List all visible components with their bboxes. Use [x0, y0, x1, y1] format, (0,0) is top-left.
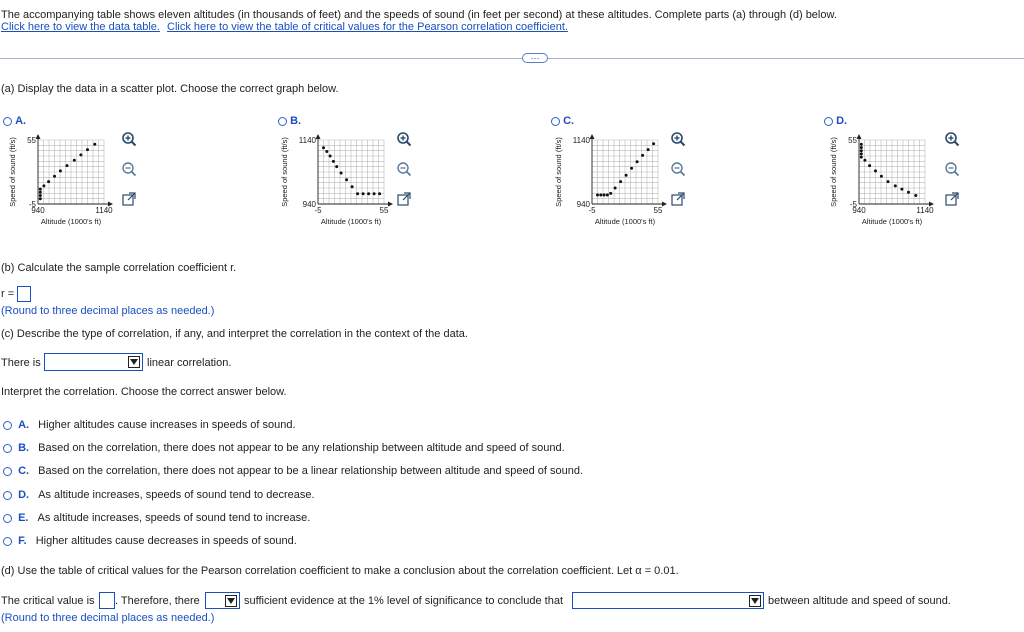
data-point: [39, 191, 42, 194]
scatter-plot-d: [829, 132, 944, 242]
data-point: [322, 146, 325, 149]
y-axis-label: Speed of sound (ft/s): [280, 137, 289, 207]
data-point: [860, 146, 863, 149]
data-point: [340, 172, 343, 175]
x-axis-arrow: [388, 202, 393, 207]
between-label: between altitude and speed of sound.: [768, 595, 951, 607]
data-point: [42, 184, 45, 187]
y-axis-label: Speed of sound (ft/s): [554, 137, 563, 207]
y-axis-label: Speed of sound (ft/s): [829, 137, 838, 207]
data-point: [614, 187, 617, 190]
zoom-in-icon[interactable]: [121, 131, 137, 147]
data-point: [868, 164, 871, 167]
plot-area: [554, 134, 667, 226]
y-tick-label: 940: [576, 200, 590, 209]
scatter-plot-c: [554, 132, 669, 242]
therefore-label: . Therefore, there: [115, 595, 200, 607]
data-point: [39, 197, 42, 200]
part-a-prompt: (a) Display the data in a scatter plot. Choose the correct graph below.: [1, 83, 339, 95]
interpret-d-radio[interactable]: [3, 491, 12, 500]
option-b-radio[interactable]: [278, 117, 287, 126]
data-point: [860, 149, 863, 152]
r-label: r =: [1, 288, 15, 300]
part-b-hint: (Round to three decimal places as needed.): [1, 305, 215, 317]
open-new-window-icon[interactable]: [670, 191, 686, 207]
zoom-out-icon[interactable]: [944, 161, 960, 177]
data-point: [606, 194, 609, 197]
plot-b-tools: [396, 131, 414, 211]
critical-value-input[interactable]: [99, 592, 115, 609]
data-point: [53, 175, 56, 178]
plot-d-tools: [944, 131, 962, 211]
interpret-c-text: Based on the correlation, there does not appear to be a linear relationship between altitude and speed of sound.: [38, 465, 584, 477]
part-c-prompt: (c) Describe the type of correlation, if any, and interpret the correlation in the context of the data.: [1, 328, 468, 340]
data-point: [880, 175, 883, 178]
option-c-letter: C.: [563, 115, 575, 127]
option-b-choice[interactable]: [278, 115, 301, 127]
x-axis-label: Altitude (1000's ft): [594, 217, 656, 226]
interpret-option-f[interactable]: [3, 535, 297, 547]
option-a-radio[interactable]: [3, 117, 12, 126]
x-tick-label: 940: [31, 206, 45, 215]
data-point: [887, 180, 890, 183]
interpret-prompt: Interpret the correlation. Choose the correct answer below.: [1, 386, 287, 398]
data-point: [332, 160, 335, 163]
interpret-d-text: As altitude increases, speeds of sound tend to decrease.: [38, 489, 315, 501]
option-c-choice[interactable]: [551, 115, 574, 127]
chevron-down-icon[interactable]: [749, 595, 761, 607]
y-axis-arrow: [590, 134, 595, 139]
interpret-e-text: As altitude increases, speeds of sound tend to increase.: [37, 512, 311, 524]
interpret-f-text: Higher altitudes cause decreases in speeds of sound.: [35, 535, 297, 547]
interpret-a-letter: A.: [18, 419, 30, 431]
zoom-out-icon[interactable]: [121, 161, 137, 177]
data-point: [378, 192, 381, 195]
plot-c-tools: [670, 131, 688, 211]
option-a-letter: A.: [15, 115, 27, 127]
x-tick-label: 1140: [95, 206, 113, 215]
data-point: [325, 150, 328, 153]
data-point: [900, 188, 903, 191]
x-tick-label: 940: [852, 206, 866, 215]
data-point: [351, 185, 354, 188]
linear-correlation-label: linear correlation.: [147, 357, 232, 369]
zoom-in-icon[interactable]: [396, 131, 412, 147]
critical-value-label: The critical value is: [1, 595, 95, 607]
x-axis-label: Altitude (1000's ft): [40, 217, 102, 226]
interpret-e-letter: E.: [18, 512, 29, 524]
data-point: [39, 188, 42, 191]
option-c-radio[interactable]: [551, 117, 560, 126]
y-tick-label: 1140: [572, 136, 590, 145]
scatter-plot-a: [8, 132, 120, 242]
data-point: [599, 194, 602, 197]
interpret-f-radio[interactable]: [3, 537, 12, 546]
interpret-option-a[interactable]: [3, 419, 296, 431]
y-tick-label: 55: [27, 136, 36, 145]
y-tick-label: 1140: [298, 136, 316, 145]
option-d-choice[interactable]: [824, 115, 847, 127]
interpret-a-radio[interactable]: [3, 421, 12, 430]
y-tick-label: -5: [849, 200, 857, 209]
header-links: [1, 21, 568, 33]
open-new-window-icon[interactable]: [396, 191, 412, 207]
intro-text: The accompanying table shows eleven altitudes (in thousands of feet) and the speeds of sound (in feet per second) at these altitudes. Complete parts (a) through (d) below.: [1, 9, 837, 21]
interpret-b-text: Based on the correlation, there does not appear to be any relationship between altitude and speed of sound.: [38, 442, 565, 454]
data-point: [329, 155, 332, 158]
there-is-label: There is: [1, 357, 41, 369]
plot-a-tools: [121, 131, 139, 211]
x-tick-label: -5: [588, 206, 596, 215]
interpret-c-radio[interactable]: [3, 467, 12, 476]
data-point: [630, 167, 633, 170]
zoom-out-icon[interactable]: [396, 161, 412, 177]
scatter-plot-b: [280, 132, 395, 242]
data-point: [609, 192, 612, 195]
plot-area: [8, 134, 113, 226]
y-tick-label: 55: [848, 136, 857, 145]
zoom-out-icon[interactable]: [670, 161, 686, 177]
interpret-d-letter: D.: [18, 489, 30, 501]
data-point: [860, 156, 863, 159]
data-point: [894, 184, 897, 187]
data-point: [86, 148, 89, 151]
option-a-choice[interactable]: [3, 115, 26, 127]
data-point: [362, 192, 365, 195]
open-new-window-icon[interactable]: [121, 191, 137, 207]
more-button[interactable]: ⋯: [522, 53, 548, 63]
data-point: [596, 194, 599, 197]
y-tick-label: -5: [28, 200, 36, 209]
part-b-prompt: (b) Calculate the sample correlation coefficient r.: [1, 262, 237, 274]
chevron-down-icon[interactable]: [128, 356, 140, 368]
x-tick-label: 1140: [916, 206, 934, 215]
critical-values-link[interactable]: Click here to view the table of critical values for the Pearson correlation coefficient.: [167, 21, 568, 33]
zoom-in-icon[interactable]: [944, 131, 960, 147]
data-point: [625, 174, 628, 177]
data-point: [373, 192, 376, 195]
interpret-option-c[interactable]: [3, 465, 583, 477]
data-point: [356, 192, 359, 195]
data-point: [652, 142, 655, 145]
data-table-link[interactable]: Click here to view the data table.: [1, 21, 160, 33]
y-tick-label: 940: [302, 200, 316, 209]
y-axis-label: Speed of sound (ft/s): [8, 137, 17, 207]
option-d-letter: D.: [836, 115, 848, 127]
interpret-option-b[interactable]: [3, 442, 565, 454]
y-axis-arrow: [316, 134, 321, 139]
data-point: [66, 164, 69, 167]
open-new-window-icon[interactable]: [944, 191, 960, 207]
data-point: [874, 169, 877, 172]
evidence-dropdown[interactable]: [205, 592, 240, 609]
y-axis-arrow: [857, 134, 862, 139]
x-axis-label: Altitude (1000's ft): [320, 217, 382, 226]
x-axis-label: Altitude (1000's ft): [861, 217, 923, 226]
interpret-f-letter: F.: [18, 535, 27, 547]
data-point: [79, 153, 82, 156]
data-point: [93, 143, 96, 146]
data-point: [335, 165, 338, 168]
interpret-option-d[interactable]: [3, 489, 315, 501]
data-point: [367, 192, 370, 195]
data-point: [860, 152, 863, 155]
r-input[interactable]: [17, 286, 31, 302]
data-point: [619, 180, 622, 183]
option-d-radio[interactable]: [824, 117, 833, 126]
x-tick-label: -5: [314, 206, 322, 215]
data-point: [863, 159, 866, 162]
sufficient-label: sufficient evidence at the 1% level of significance to conclude that: [244, 595, 563, 607]
data-point: [39, 194, 42, 197]
x-axis-arrow: [662, 202, 667, 207]
data-point: [345, 178, 348, 181]
interpret-c-letter: C.: [18, 465, 30, 477]
interpret-b-radio[interactable]: [3, 444, 12, 453]
y-axis-arrow: [36, 134, 41, 139]
data-point: [603, 194, 606, 197]
part-d-prompt: (d) Use the table of critical values for the Pearson correlation coefficient to make a conclusion about the correlation coefficient. Let α = 0.01.: [1, 565, 679, 577]
part-d-hint: (Round to three decimal places as needed.): [1, 612, 215, 624]
x-tick-label: 55: [653, 206, 663, 215]
section-divider: [0, 58, 1024, 59]
data-point: [914, 194, 917, 197]
data-point: [73, 159, 76, 162]
plot-area: [280, 134, 393, 226]
conclusion-dropdown[interactable]: [572, 592, 764, 609]
plot-area: [829, 134, 934, 226]
interpret-b-letter: B.: [18, 442, 30, 454]
x-tick-label: 55: [379, 206, 389, 215]
interpret-e-radio[interactable]: [3, 514, 12, 523]
data-point: [647, 148, 650, 151]
data-point: [59, 169, 62, 172]
option-b-letter: B.: [290, 115, 302, 127]
interpret-a-text: Higher altitudes cause increases in speeds of sound.: [38, 419, 296, 431]
zoom-in-icon[interactable]: [670, 131, 686, 147]
data-point: [641, 154, 644, 157]
data-point: [860, 143, 863, 146]
interpret-option-e[interactable]: [3, 512, 310, 524]
chevron-down-icon[interactable]: [225, 595, 237, 607]
data-point: [47, 180, 50, 183]
correlation-type-dropdown[interactable]: [44, 353, 143, 371]
data-point: [907, 191, 910, 194]
data-point: [636, 160, 639, 163]
